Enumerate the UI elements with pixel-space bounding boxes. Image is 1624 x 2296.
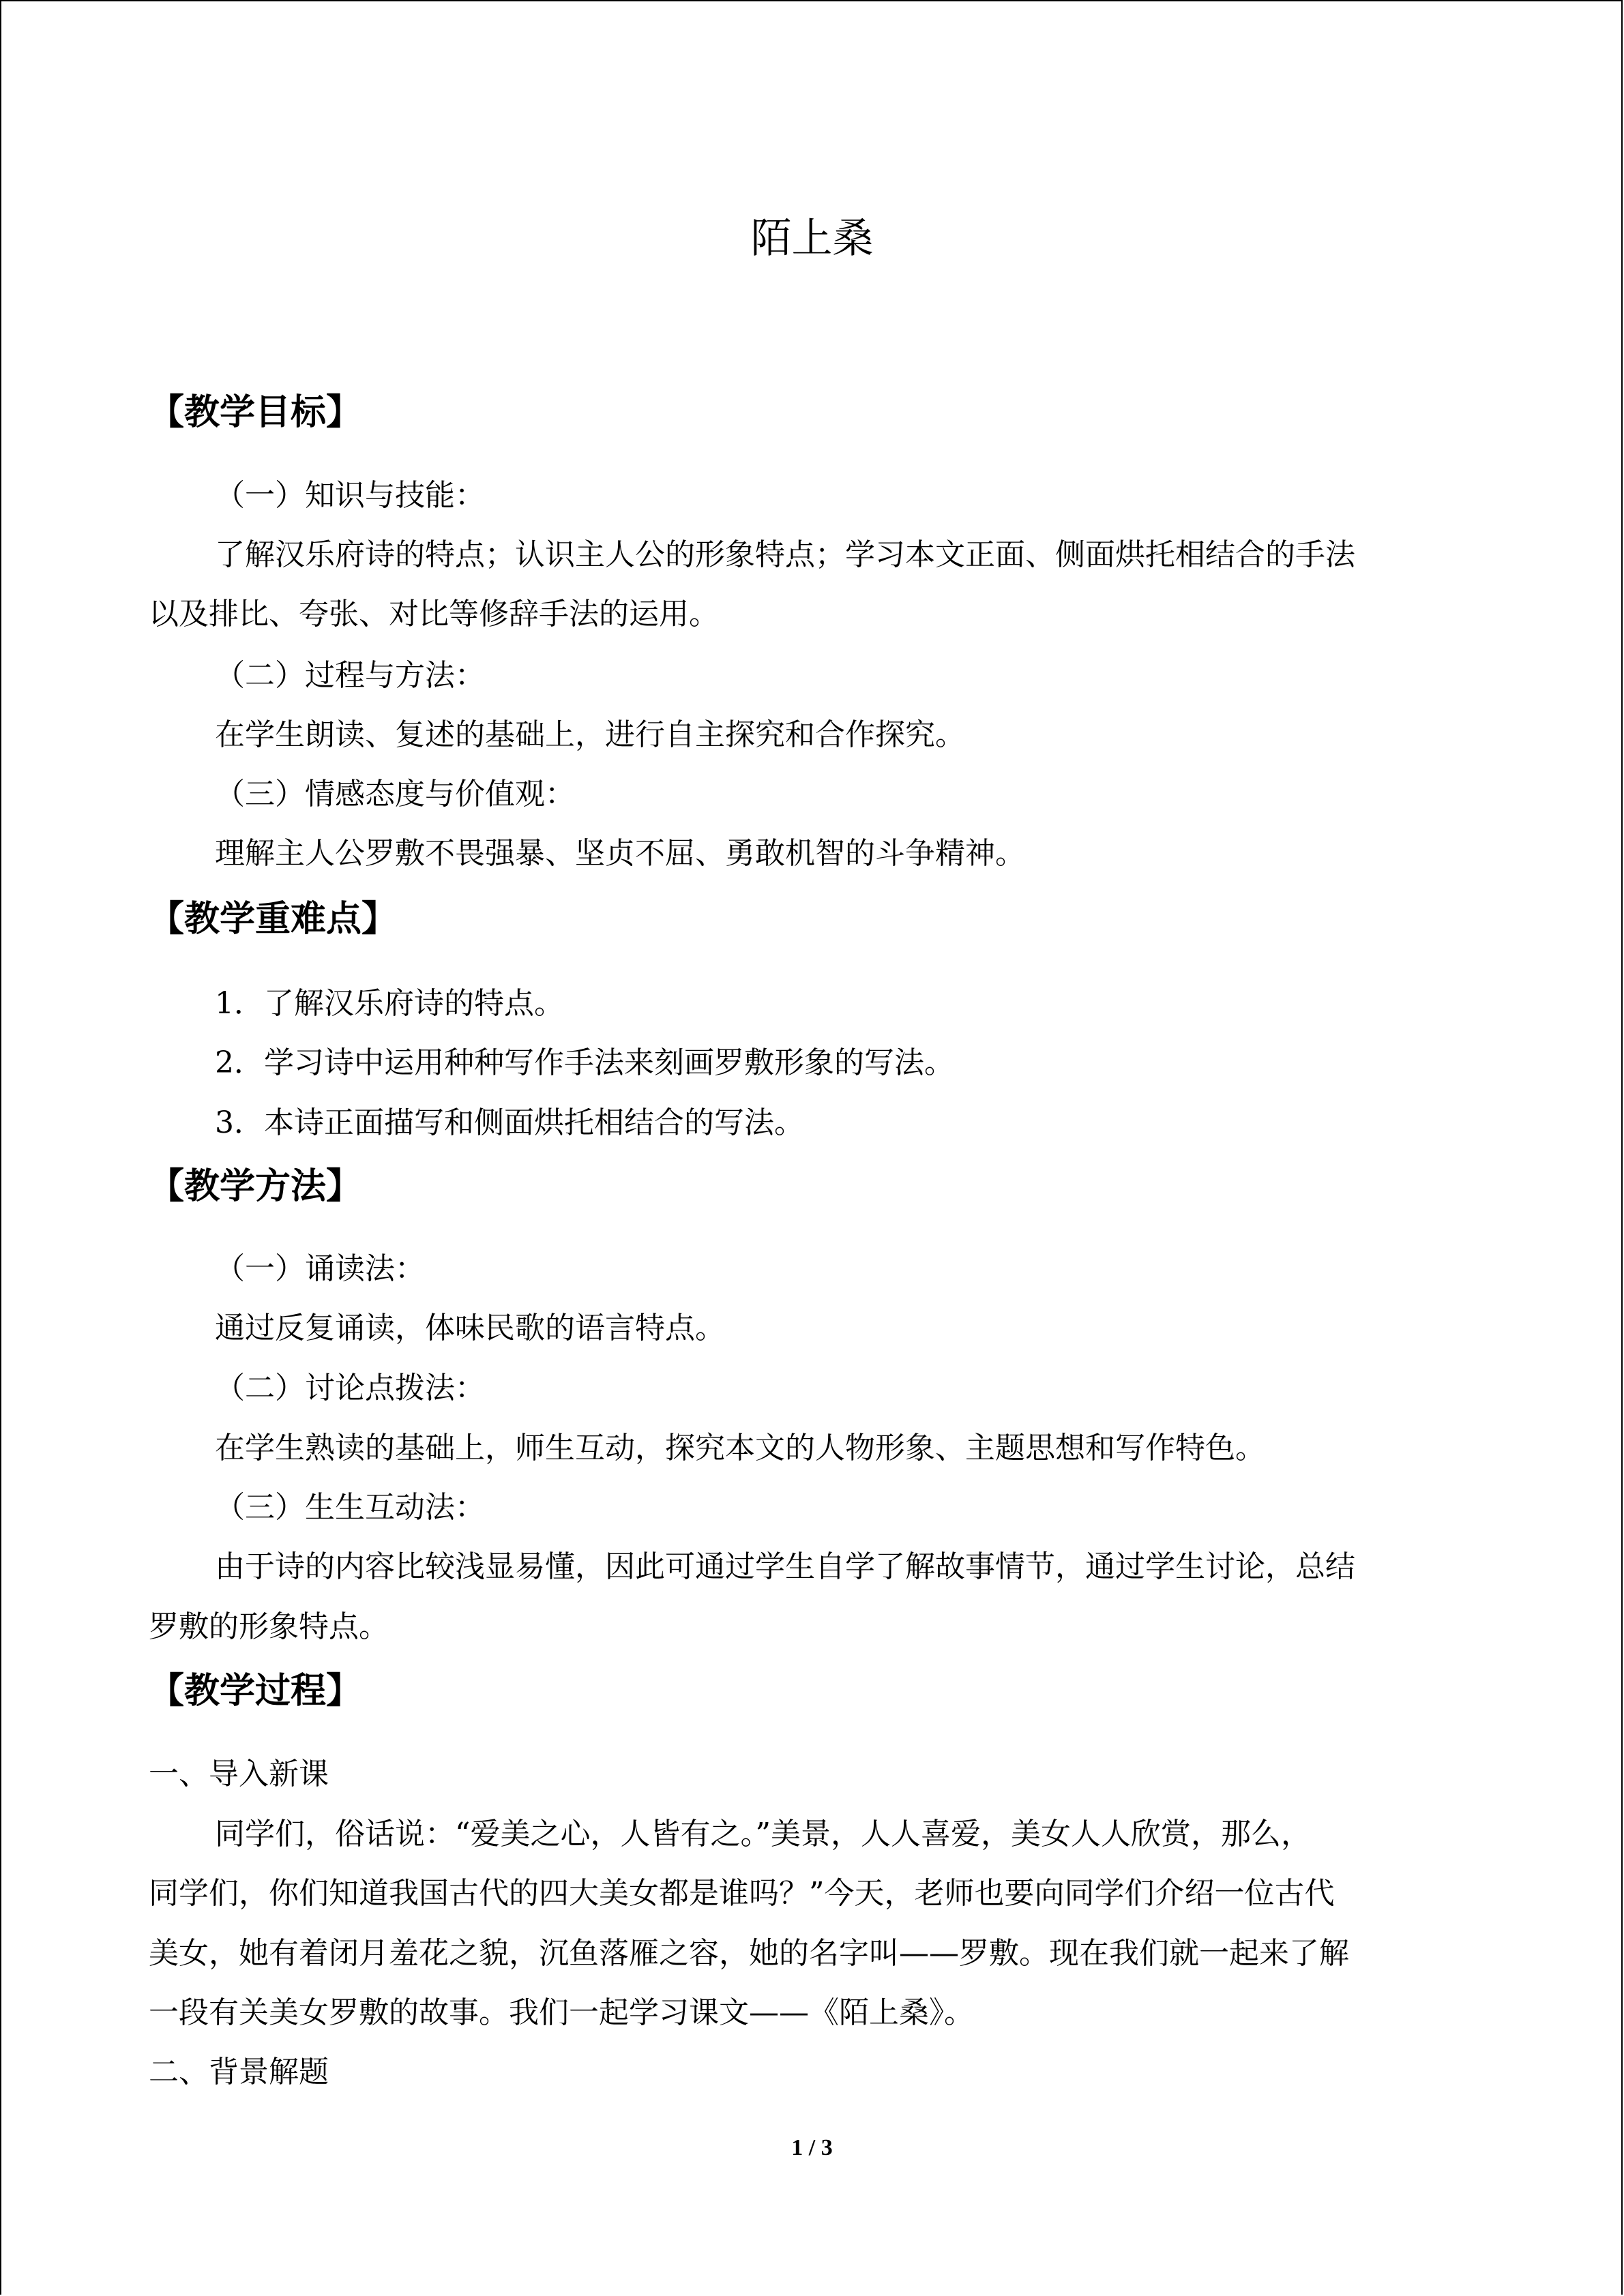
process-intro-line-2: 同学们，你们知道我国古代的四大美女都是谁吗？”今天，老师也要向同学们介绍一位古代 xyxy=(149,1876,1335,1911)
objectives-para-3: 理解主人公罗敷不畏强暴、坚贞不屈、勇敢机智的斗争精神。 xyxy=(215,836,1025,871)
methods-para-3-line-2: 罗敷的形象特点。 xyxy=(149,1609,389,1644)
methods-sub-3: （三）生生互动法： xyxy=(215,1490,485,1525)
objectives-para-1-line-1: 了解汉乐府诗的特点；认识主人公的形象特点；学习本文正面、侧面烘托相结合的手法 xyxy=(215,537,1355,572)
heading-objectives: 【教学目标】 xyxy=(149,392,362,433)
methods-para-3-line-1: 由于诗的内容比较浅显易懂，因此可通过学生自学了解故事情节，通过学生讨论，总结 xyxy=(215,1549,1355,1584)
key-point-item: 2．学习诗中运用种种写作手法来刻画罗敷形象的写法。 xyxy=(215,1045,954,1080)
methods-para-1: 通过反复诵读，体味民歌的语言特点。 xyxy=(215,1311,725,1345)
process-intro-line-3: 美女，她有着闭月羞花之貌，沉鱼落雁之容，她的名字叫——罗敷。现在我们就一起来了解 xyxy=(149,1936,1349,1971)
methods-para-2: 在学生熟读的基础上，师生互动，探究本文的人物形象、主题思想和写作特色。 xyxy=(215,1431,1265,1465)
objectives-para-1-line-2: 以及排比、夸张、对比等修辞手法的运用。 xyxy=(149,597,719,631)
heading-key-points: 【教学重难点】 xyxy=(149,899,398,940)
heading-methods: 【教学方法】 xyxy=(149,1166,362,1207)
objectives-sub-2: （二）过程与方法： xyxy=(215,658,485,693)
methods-sub-1: （一）诵读法： xyxy=(215,1251,425,1286)
heading-process: 【教学过程】 xyxy=(149,1671,362,1712)
process-intro-line-4: 一段有关美女罗敷的故事。我们一起学习课文——《陌上桑》。 xyxy=(149,1995,974,2030)
document-title: 陌上桑 xyxy=(750,215,874,263)
page-number: 1 / 3 xyxy=(791,2135,833,2160)
methods-sub-2: （二）讨论点拨法： xyxy=(215,1371,485,1405)
objectives-sub-1: （一）知识与技能： xyxy=(215,478,485,513)
process-step-1: 一、导入新课 xyxy=(149,1757,329,1791)
key-point-item: 1．了解汉乐府诗的特点。 xyxy=(215,986,564,1021)
process-intro-line-1: 同学们，俗话说：“爱美之心，人皆有之。”美景，人人喜爱，美女人人欣赏，那么， xyxy=(215,1817,1311,1851)
process-step-2: 二、背景解题 xyxy=(149,2055,329,2089)
objectives-para-2: 在学生朗读、复述的基础上，进行自主探究和合作探究。 xyxy=(215,717,965,752)
key-point-item: 3．本诗正面描写和侧面烘托相结合的写法。 xyxy=(215,1105,804,1140)
objectives-sub-3: （三）情感态度与价值观： xyxy=(215,777,575,811)
